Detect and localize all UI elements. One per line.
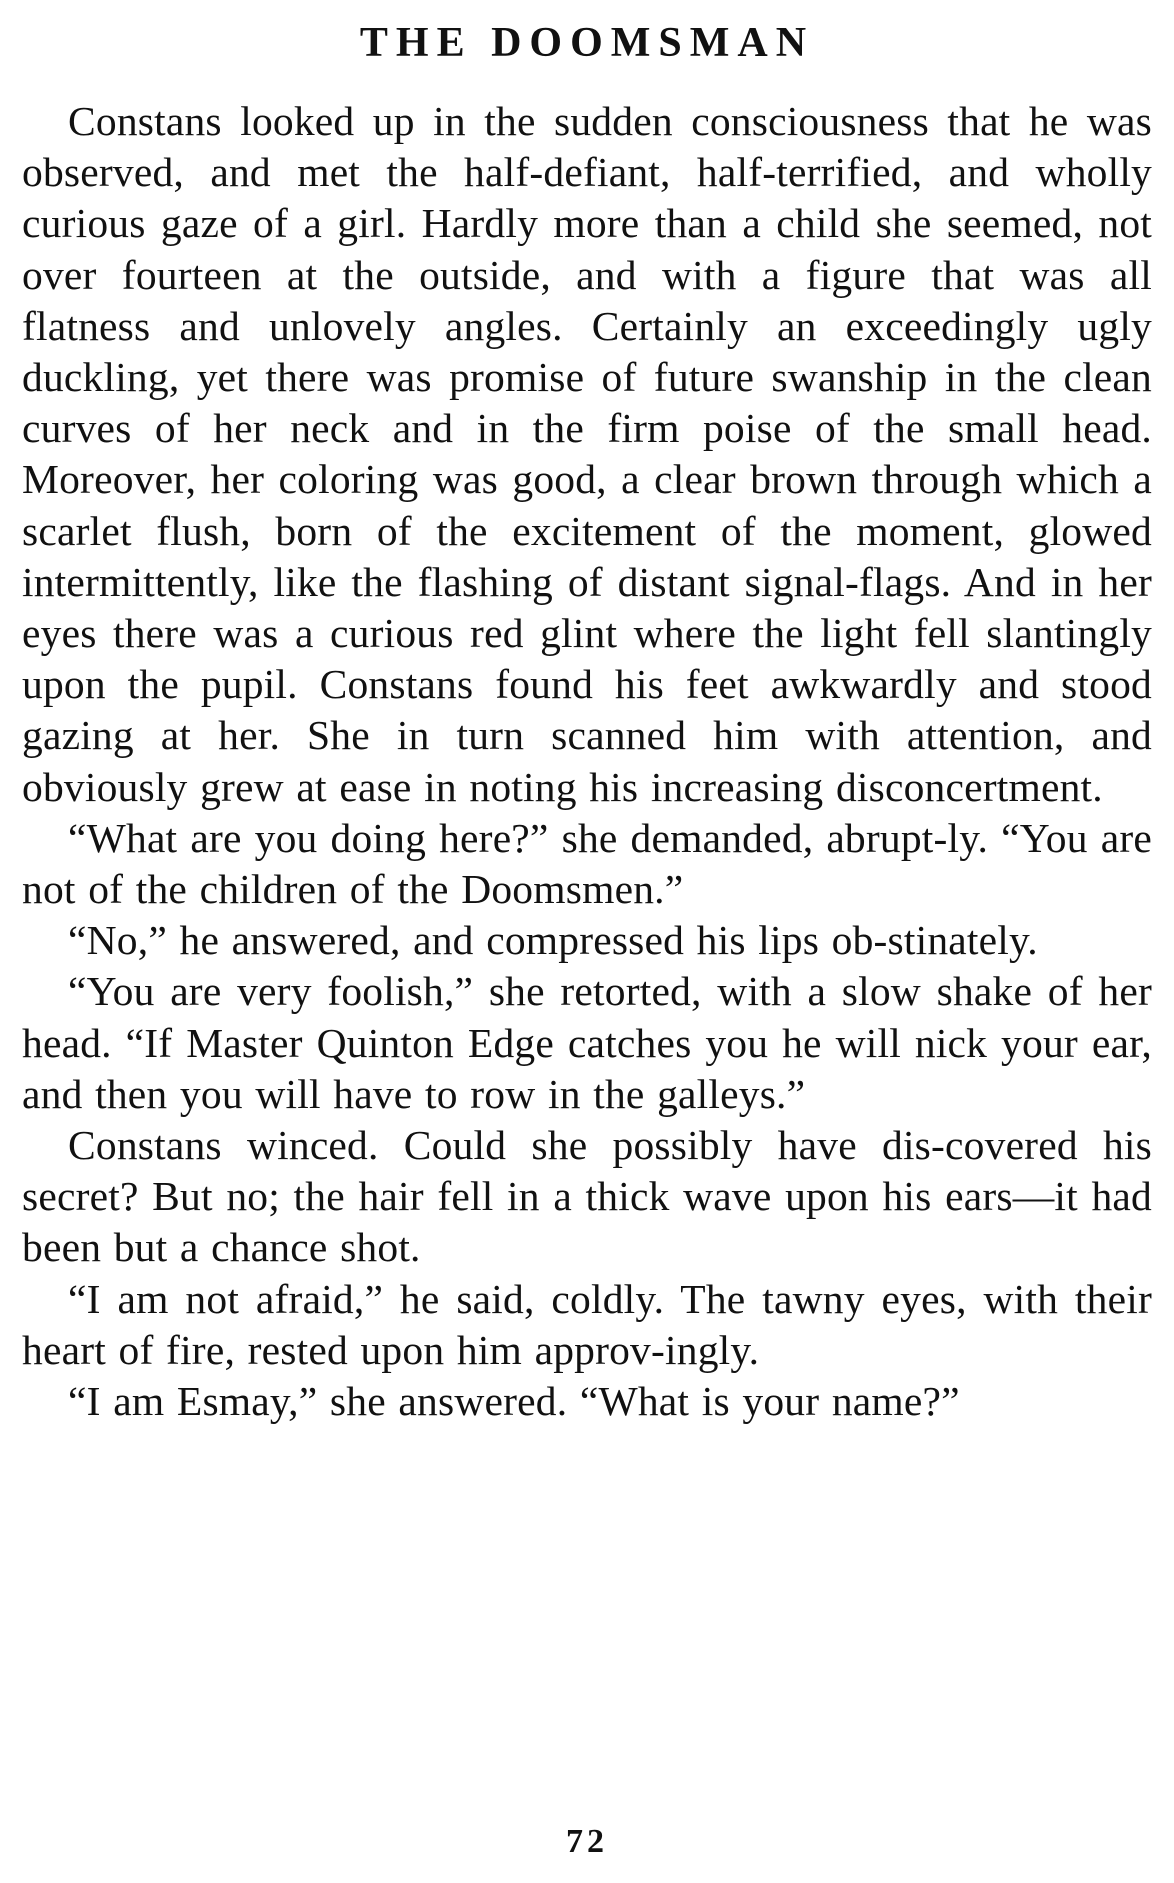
paragraph-4: “You are very foolish,” she retorted, with a slow shake of her head. “If Master Quinton Edge catches you he will nick your ear, and then you will have to row in the galleys.”	[22, 968, 1152, 1117]
paragraph-1: Constans looked up in the sudden consciousness that he was observed, and met the half-defiant, half-terrified, and wholly curious gaze of a girl. Hardly more than a child she seemed, not over fourteen at the outside, and with a figure that was all flatness and unlovely angles. Certainly an exceedingly ugly duckling, yet there was promise of future swanship in the clean curves of her neck and in the firm poise of the small head. Moreover, her coloring was good, a clear brown through which a scarlet flush, born of the excitement of the moment, glowed intermittently, like the flashing of distant signal-flags. And in her eyes there was a curious red glint where the light fell slantingly upon the pupil. Constans found his feet awkwardly and stood gazing at her. She in turn scanned him with attention, and obviously grew at ease in noting his increasing disconcertment.	[22, 98, 1152, 810]
running-title: THE DOOMSMAN	[359, 20, 815, 66]
book-page	[22, 18, 1152, 1868]
body-text	[22, 96, 1152, 1427]
page-number: 72	[566, 1823, 608, 1860]
paragraph-3: “No,” he answered, and compressed his lips ob-stinately.	[68, 917, 1038, 964]
paragraph-6: “I am not afraid,” he said, coldly. The tawny eyes, with their heart of fire, rested upon him approv-ingly.	[22, 1275, 1152, 1373]
paragraph-5: Constans winced. Could she possibly have dis-covered his secret? But no; the hair fell in a thick wave upon his ears—it had been but a chance shot.	[22, 1122, 1152, 1271]
paragraph-7: “I am Esmay,” she answered. “What is your name?”	[68, 1378, 960, 1425]
paragraph-2: “What are you doing here?” she demanded, abrupt-ly. “You are not of the children of the Doomsmen.”	[22, 814, 1152, 913]
